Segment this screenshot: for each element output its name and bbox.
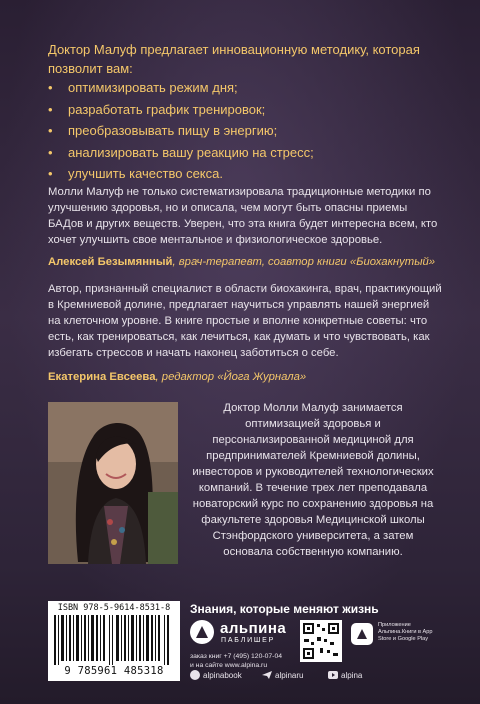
review-text-1: Молли Малуф не только систематизировала традиционные методики по улучшению здоровья, но и описала, чем могут быть опасны приемы БАДов и других веществ. Уверен, что эта книга будет интересна всем, кто хочет улучшить свое ментальное и физиологическое здоровье.	[48, 186, 438, 246]
vk-icon	[190, 670, 200, 682]
bullet-icon: •	[48, 123, 53, 139]
publisher-name: альпина	[220, 620, 287, 637]
review-attribution-1	[48, 254, 435, 270]
list-item: • улучшить качество секса.	[48, 163, 448, 185]
qr-code-icon	[300, 620, 342, 662]
app-store-icon	[350, 622, 374, 646]
bullet-icon: •	[48, 80, 53, 95]
order-info: заказ книг +7 (495) 120-07-04 и на сайте www.alpina.ru	[190, 653, 283, 669]
list-item: • преобразовывать пищу в энергию;	[48, 120, 448, 142]
app-store-text: Приложение Альпина.Книги в App Store и Google Play	[378, 622, 433, 642]
review-text-2: Автор, признанный специалист в области биохакинга, врач, практикующий в Кремниевой долине, предлагает научиться управлять нашей энергией на клеточном уровне. В книге простые и вполне конкретные советы: что есть, как тренироваться, как лечиться, как думать и что чувствовать, как избегать стрессов и начать наконец заботиться о себе.	[48, 283, 442, 359]
bullet-icon: •	[48, 101, 53, 117]
bullet-icon: •	[48, 144, 53, 160]
list-item: • анализировать вашу реакцию на стресс;	[48, 142, 448, 164]
publisher-logo	[190, 620, 300, 646]
barcode-digits: 9 785961 485318	[64, 665, 164, 677]
publisher-subtitle: ПАБЛИШЕР	[221, 637, 276, 644]
bullet-icon: •	[48, 166, 53, 182]
reviewer-name: Екатерина Евсеева	[48, 371, 156, 383]
author-portrait-icon	[48, 402, 178, 564]
intro-text: Доктор Малуф предлагает инновационную методику, которая позволит вам:	[48, 42, 420, 76]
youtube-icon	[328, 670, 338, 682]
barcode-icon	[54, 615, 174, 665]
social-item: alpinabook	[190, 670, 242, 682]
social-item: alpina	[328, 670, 362, 682]
benefits-list	[48, 77, 448, 185]
publisher-slogan: Знания, которые меняют жизнь	[190, 602, 379, 616]
alpina-logo-icon	[190, 620, 214, 644]
social-item: alpinaru	[262, 670, 303, 682]
list-item: • разработать график тренировок;	[48, 99, 448, 121]
author-bio: Доктор Молли Малуф занимается оптимизацией здоровья и персонализированной медициной для предпринимателей Кремниевой долины, инвесторов и руководителей технологических компаний. В течение трех лет преподавала новаторский курс по сохранению здоровья на факультете здоровья Медицинской школы Стэнфордского университета, а затем основала собственную компанию.	[192, 402, 434, 558]
reviewer-name: Алексей Безымянный	[48, 256, 173, 268]
isbn-label: ISBN 978-5-9614-8531-8	[57, 603, 171, 613]
review-attribution-2	[48, 369, 306, 385]
barcode	[48, 601, 180, 681]
author-photo	[48, 402, 178, 564]
list-item: • оптимизировать режим дня;	[48, 77, 448, 99]
telegram-icon	[262, 670, 272, 682]
reviewer-role: , врач-терапевт, соавтор книги «Биохакнутый»	[172, 256, 436, 268]
reviewer-role: , редактор «Йога Журнала»	[155, 371, 307, 383]
